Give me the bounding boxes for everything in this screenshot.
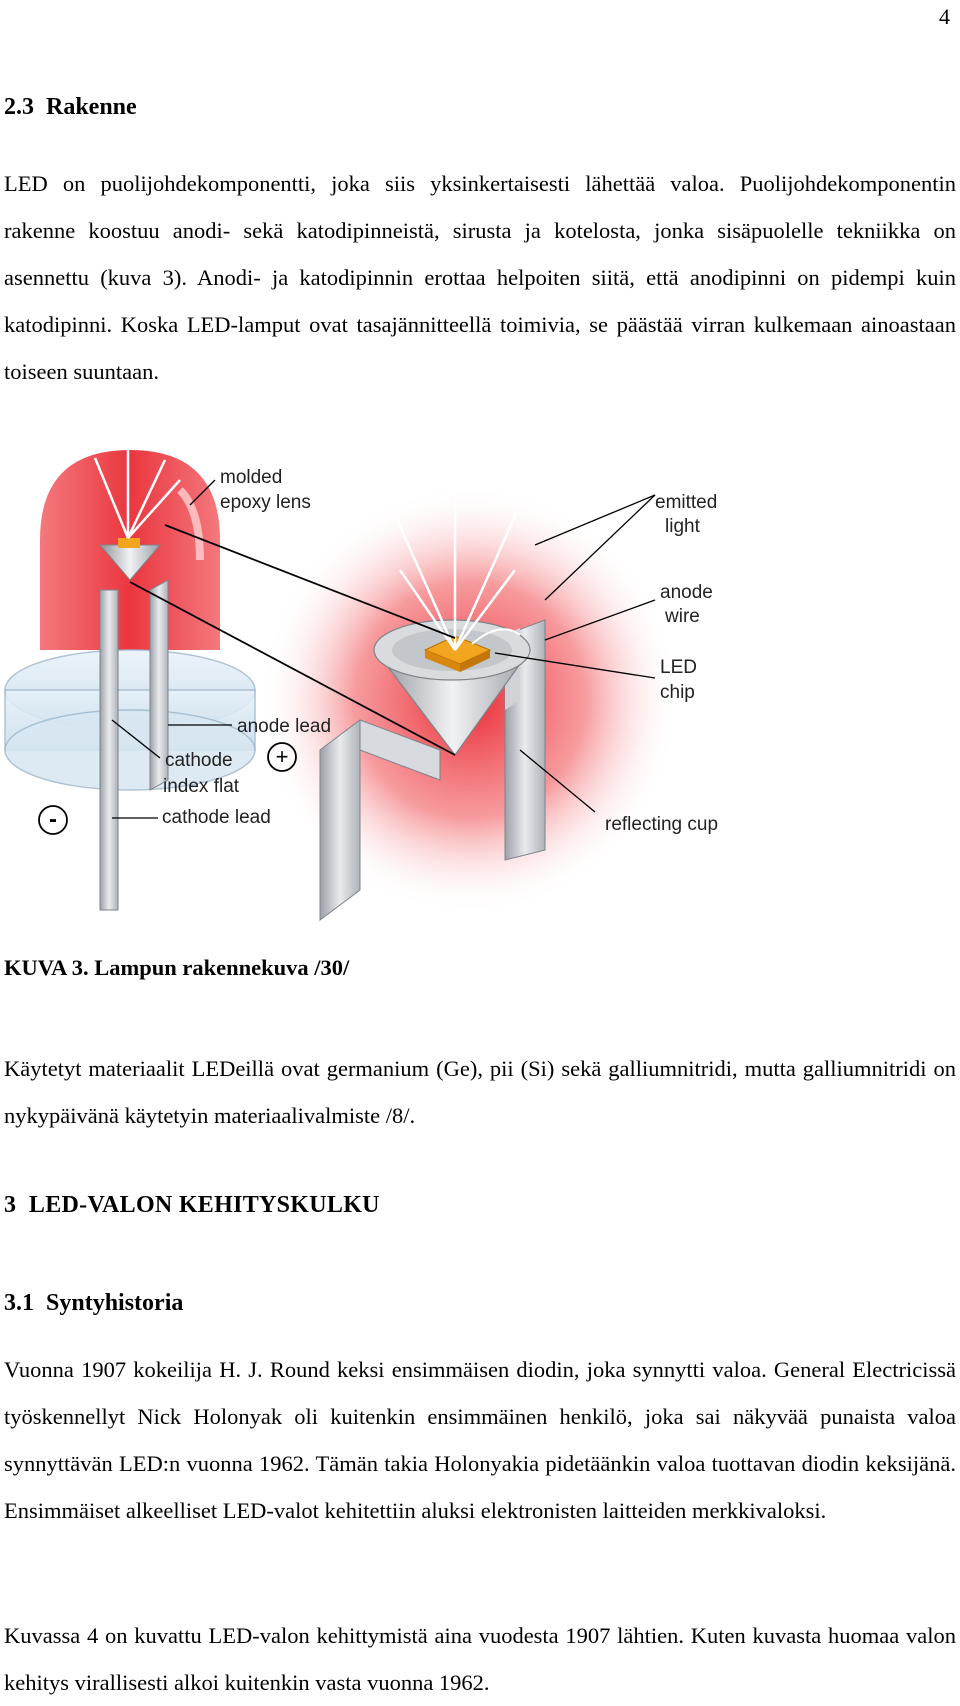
section-title: LED-VALON KEHITYSKULKU bbox=[28, 1192, 380, 1218]
label-molded-1: molded bbox=[220, 467, 283, 488]
paragraph-materials: Käytetyt materiaalit LEDeillä ovat germanium (Ge), pii (Si) sekä galliumnitridi, mutta galliumnitridi on nykypäivänä käytetyin materiaalivalmiste /8/. bbox=[4, 1056, 956, 1128]
figure-caption: KUVA 3. Lampun rakennekuva /30/ bbox=[4, 955, 350, 980]
label-anode-wire-1: anode bbox=[660, 582, 713, 603]
section-heading-3-1 bbox=[4, 1290, 183, 1317]
section-number: 3 bbox=[4, 1192, 17, 1218]
minus-sign: - bbox=[49, 806, 57, 833]
section-title: Rakenne bbox=[46, 94, 137, 120]
paragraph-development: Kuvassa 4 on kuvattu LED-valon kehittymistä aina vuodesta 1907 lähtien. Kuten kuvasta huomaa valon kehitys virallisesti alkoi kuitenkin vasta vuonna 1962. bbox=[4, 1623, 956, 1695]
section-title: Syntyhistoria bbox=[46, 1290, 184, 1316]
label-cathode-index-1: cathode bbox=[165, 750, 233, 771]
page-number: 4 bbox=[939, 4, 950, 29]
label-led-chip-2: chip bbox=[660, 682, 695, 703]
paragraph-structure: LED on puolijohdekomponentti, joka siis yksinkertaisesti lähettää valoa. Puolijohdekomponentin rakenne koostuu anodi- sekä katodipinneistä, sirusta ja kotelosta, jonka sisäpuolelle tekniikka on asennettu (kuva 3). Anodi- ja katodipinnin erottaa helpoiten siitä, että anodipinni on pidempi kuin katodipinni. Koska LED-lamput ovat tasajännitteellä toimivia, se päästää virran kulkemaan ainoastaan toiseen suuntaan. bbox=[4, 171, 956, 384]
label-molded-2: epoxy lens bbox=[220, 492, 311, 513]
label-anode-wire-2: wire bbox=[665, 606, 700, 627]
label-cathode-index-2: index flat bbox=[163, 776, 240, 797]
label-led-chip-1: LED bbox=[660, 657, 697, 678]
paragraph-history: Vuonna 1907 kokeilija H. J. Round keksi ensimmäisen diodin, joka synnytti valoa. General Electricissä työskennellyt Nick Holonyak oli kuitenkin ensimmäinen henkilö, joka sai näkyvää punaista valoa synnyttävän LED:n vuonna 1962. Tämän takia Holonyakia pidetäänkin valoa tuottavan diodin keksijänä. Ensimmäiset alkeelliset LED-valot kehitettiin aluksi elektronisten laitteiden merkkivaloksi. bbox=[4, 1357, 956, 1523]
label-cathode-lead: cathode lead bbox=[162, 807, 271, 828]
cathode-post bbox=[320, 720, 360, 920]
led-diagram bbox=[0, 450, 740, 940]
led-chip-small bbox=[118, 538, 140, 548]
plus-sign: + bbox=[275, 744, 289, 769]
label-emitted-1: emitted bbox=[655, 492, 718, 513]
section-heading-2-3 bbox=[4, 94, 137, 121]
section-number: 3.1 bbox=[4, 1290, 34, 1316]
led-structure-figure bbox=[0, 450, 740, 940]
section-heading-3 bbox=[4, 1192, 380, 1219]
cathode-lead-small bbox=[100, 590, 118, 910]
label-emitted-2: light bbox=[665, 516, 700, 537]
label-anode-lead: anode lead bbox=[237, 716, 332, 737]
label-reflecting-cup: reflecting cup bbox=[605, 814, 719, 835]
section-number: 2.3 bbox=[4, 94, 34, 120]
